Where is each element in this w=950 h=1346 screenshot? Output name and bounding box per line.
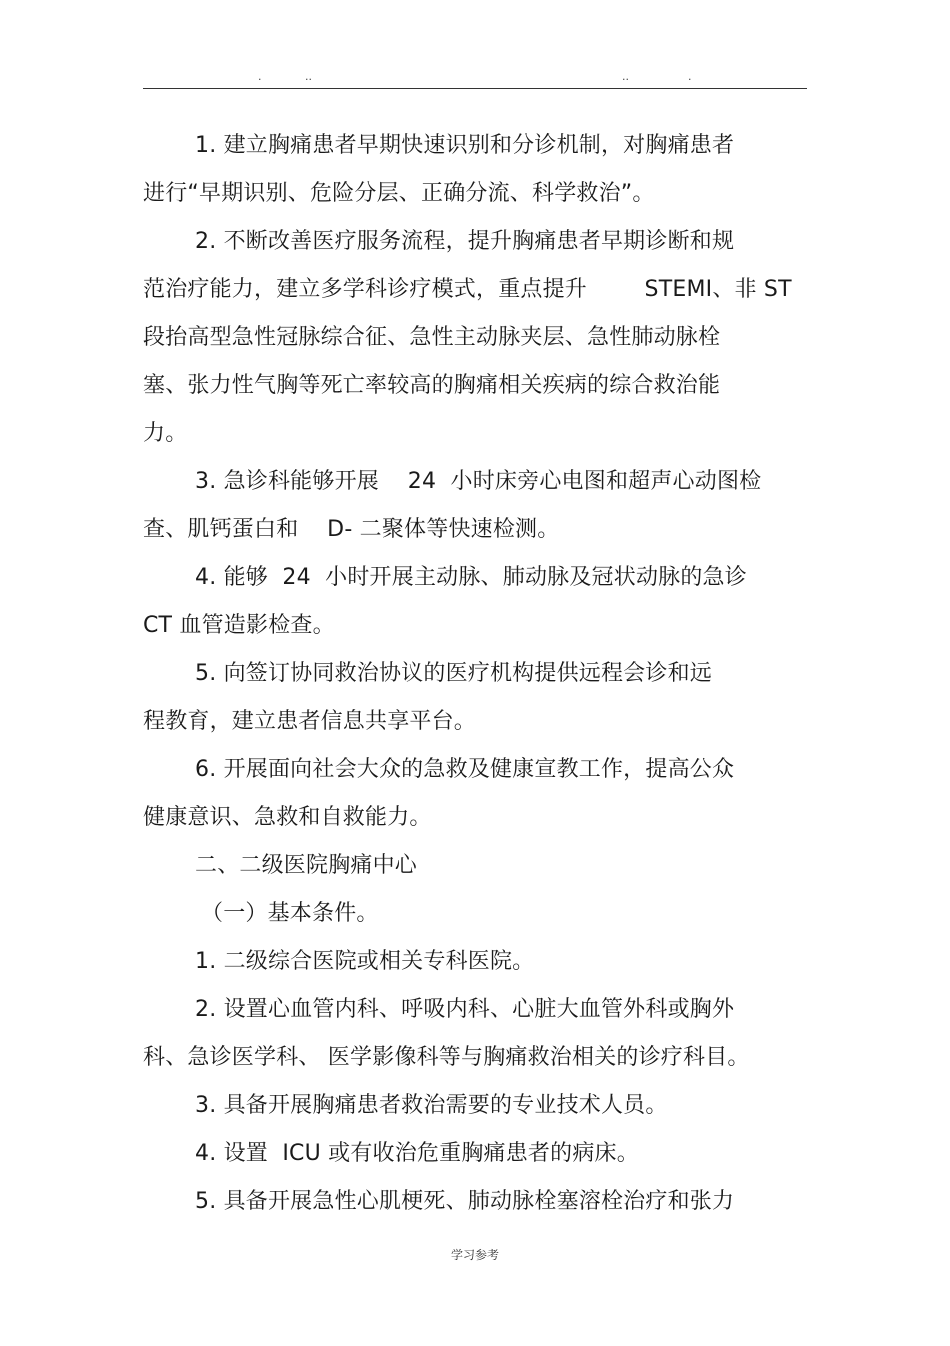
text-line: 4. 能够 24 小时开展主动脉、肺动脉及冠状动脉的急诊: [195, 565, 747, 590]
text-line: 6. 开展面向社会大众的急救及健康宣教工作，提高公众: [195, 757, 735, 782]
header-rule: [143, 88, 807, 89]
text-line: 3. 急诊科能够开展 24 小时床旁心电图和超声心动图检: [195, 469, 762, 494]
text-line: 1. 二级综合医院或相关专科医院。: [195, 949, 535, 974]
text-line: 3. 具备开展胸痛患者救治需要的专业技术人员。: [195, 1093, 668, 1118]
page-footer: 学习参考: [450, 1248, 499, 1262]
text-line: 进行“早期识别、危险分层、正确分流、科学救治”。: [143, 181, 655, 206]
text-line: 5. 向签订协同救治协议的医疗机构提供远程会诊和远: [195, 661, 712, 686]
text-line: 5. 具备开展急性心肌梗死、肺动脉栓塞溶栓治疗和张力: [195, 1189, 735, 1214]
text-line: 2. 不断改善医疗服务流程，提升胸痛患者早期诊断和规: [195, 229, 735, 254]
text-line: 段抬高型急性冠脉综合征、急性主动脉夹层、急性肺动脉栓: [143, 325, 721, 350]
header-mark: .: [688, 70, 692, 83]
subsection-heading: （一）基本条件。: [201, 901, 379, 926]
text-line: 查、肌钙蛋白和 D- 二聚体等快速检测。: [143, 517, 560, 542]
text-line: 力。: [143, 421, 188, 446]
text-line: 塞、张力性气胸等死亡率较高的胸痛相关疾病的综合救治能: [143, 373, 721, 398]
text-line: 程教育，建立患者信息共享平台。: [143, 709, 477, 734]
text-line: 1. 建立胸痛患者早期快速识别和分诊机制，对胸痛患者: [195, 133, 735, 158]
text-line: CT 血管造影检查。: [143, 613, 335, 638]
text-line: 健康意识、急救和自救能力。: [143, 805, 432, 830]
header-mark: ..: [305, 70, 312, 83]
header-mark: .: [258, 70, 262, 83]
text-line: 2. 设置心血管内科、呼吸内科、心脏大血管外科或胸外: [195, 997, 735, 1022]
section-heading: 二、二级医院胸痛中心: [195, 853, 418, 878]
header-mark: ..: [622, 70, 629, 83]
text-line: 4. 设置 ICU 或有收治危重胸痛患者的病床。: [195, 1141, 639, 1166]
text-line: 科、急诊医学科、 医学影像科等与胸痛救治相关的诊疗科目。: [143, 1045, 750, 1070]
text-line: 范治疗能力，建立多学科诊疗模式，重点提升 STEMI、非 ST: [143, 277, 792, 302]
